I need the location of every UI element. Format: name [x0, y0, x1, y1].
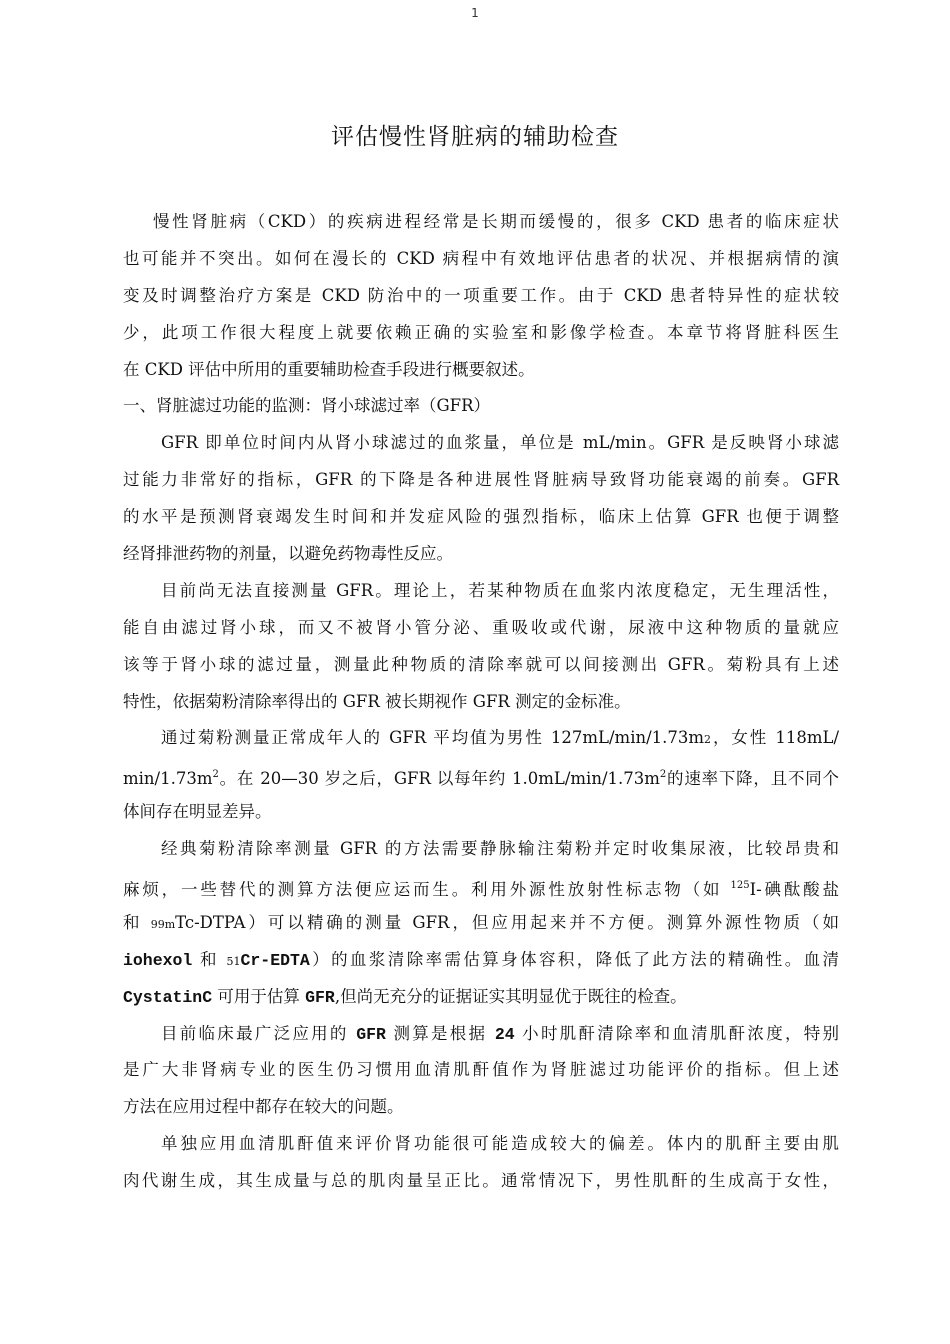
text-line [123, 905, 839, 942]
text-line: 过能力非常好的指标，GFR 的下降是各种进展性肾脏病导致肾功能衰竭的前奏。GFR [123, 470, 839, 490]
text-run: CystatinC [123, 987, 213, 1007]
text-run: iohexol [123, 950, 193, 970]
page-number: 1 [471, 6, 479, 20]
text-run: 和 [123, 912, 151, 932]
text-line: 变及时调整治疗方案是 CKD 防治中的一项重要工作。由于 CKD 患者特异性的症状较 [123, 285, 839, 305]
subscript-run: 51 [226, 954, 241, 968]
text-run: ，女性 118mL/ [711, 728, 839, 748]
text-run: min/1.73m [123, 769, 213, 789]
text-line: 体间存在明显差异。 [123, 802, 272, 822]
text-line: 的水平是预测肾衰竭发生时间和并发症风险的强烈指标，临床上估算 GFR 也便于调整 [123, 507, 839, 527]
text-run: 可用于估算 [212, 986, 306, 1006]
text-line [123, 1016, 839, 1053]
text-line: 经肾排泄药物的剂量，以避免药物毒性反应。 [123, 544, 453, 564]
text-line: GFR 即单位时间内从肾小球滤过的血浆量，单位是 mL/min。GFR 是反映肾小球滤 [161, 433, 839, 453]
document-title: 评估慢性肾脏病的辅助检查 [331, 124, 619, 150]
text-run: 24 [494, 1024, 515, 1044]
text-run: GFR [356, 1024, 386, 1044]
text-line [123, 757, 839, 794]
subscript-run: 99m [150, 917, 176, 931]
section-heading: 一、肾脏滤过功能的监测：肾小球滤过率（GFR） [123, 396, 491, 416]
text-line: 目前尚无法直接测量 GFR。理论上，若某种物质在血浆内浓度稳定，无生理活性， [161, 580, 839, 600]
superscript-run: 2 [212, 769, 219, 781]
text-run: I-碘酞酸盐 [749, 880, 839, 900]
text-line: 慢性肾脏病（CKD）的疾病进程经常是长期而缓慢的，很多 CKD 患者的临床症状 [153, 212, 839, 231]
text-run: 和 [192, 949, 227, 969]
superscript-run: 125 [730, 880, 750, 892]
text-run: 小时肌酐清除率和血清肌酐浓度，特别 [514, 1023, 840, 1043]
document-body [123, 204, 839, 1200]
text-run: 。在 20—30 岁之后，GFR 以每年约 1.0mL/min/1.73m [218, 769, 660, 789]
text-line: 少，此项工作很大程度上就要依赖正确的实验室和影像学检查。本章节将肾脏科医生 [123, 322, 839, 342]
text-line [123, 942, 839, 979]
text-line: 也可能并不突出。如何在漫长的 CKD 病程中有效地评估患者的状况、并根据病情的演 [123, 248, 839, 268]
text-line: 单独应用血清肌酐值来评价肾功能很可能造成较大的偏差。体内的肌酐主要由肌 [161, 1134, 839, 1154]
text-line: 肉代谢生成，其生成量与总的肌肉量呈正比。通常情况下，男性肌酐的生成高于女性， [123, 1171, 839, 1191]
text-run: GFR [305, 987, 335, 1007]
text-line: 经典菊粉清除率测量 GFR 的方法需要静脉输注菊粉并定时收集尿液，比较昂贵和 [161, 839, 839, 859]
text-run: Cr-EDTA [240, 950, 310, 970]
text-line: 是广大非肾病专业的医生仍习惯用血清肌酐值作为肾脏滤过功能评价的指标。但上述 [123, 1060, 839, 1080]
text-run: 目前临床最广泛应用的 [161, 1023, 357, 1043]
superscript-run: 2 [659, 769, 667, 781]
text-line: 方法在应用过程中都存在较大的问题。 [123, 1097, 404, 1117]
subscript-run: 2 [704, 733, 712, 747]
text-run: 通过菊粉测量正常成年人的 GFR 平均值为男性 127mL/min/1.73m [161, 728, 705, 748]
text-line: 能自由滤过肾小球，而又不被肾小管分泌、重吸收或代谢，尿液中这种物质的量就应 [123, 617, 839, 637]
text-run: 的速率下降，且不同个 [666, 769, 840, 789]
text-run: ）的血浆清除率需估算身体容积，降低了此方法的精确性。血清 [309, 949, 839, 969]
text-line [123, 720, 839, 757]
text-line [123, 868, 839, 905]
text-line: 特性，依据菊粉清除率得出的 GFR 被长期视作 GFR 测定的金标准。 [123, 691, 631, 711]
text-run: 麻烦，一些替代的测算方法便应运而生。利用外源性放射性标志物（如 [123, 880, 731, 900]
text-line: 在 CKD 评估中所用的重要辅助检查手段进行概要叙述。 [123, 359, 535, 379]
text-line [123, 979, 839, 1016]
text-run: ,但尚无充分的证据证实其明显优于既往的检查。 [334, 986, 687, 1006]
text-line: 该等于肾小球的滤过量，测量此种物质的清除率就可以间接测出 GFR。菊粉具有上述 [123, 654, 839, 674]
text-run: Tc-DTPA）可以精确的测量 GFR，但应用起来并不方便。测算外源性物质（如 [175, 912, 839, 932]
text-run: 测算是根据 [385, 1023, 495, 1043]
